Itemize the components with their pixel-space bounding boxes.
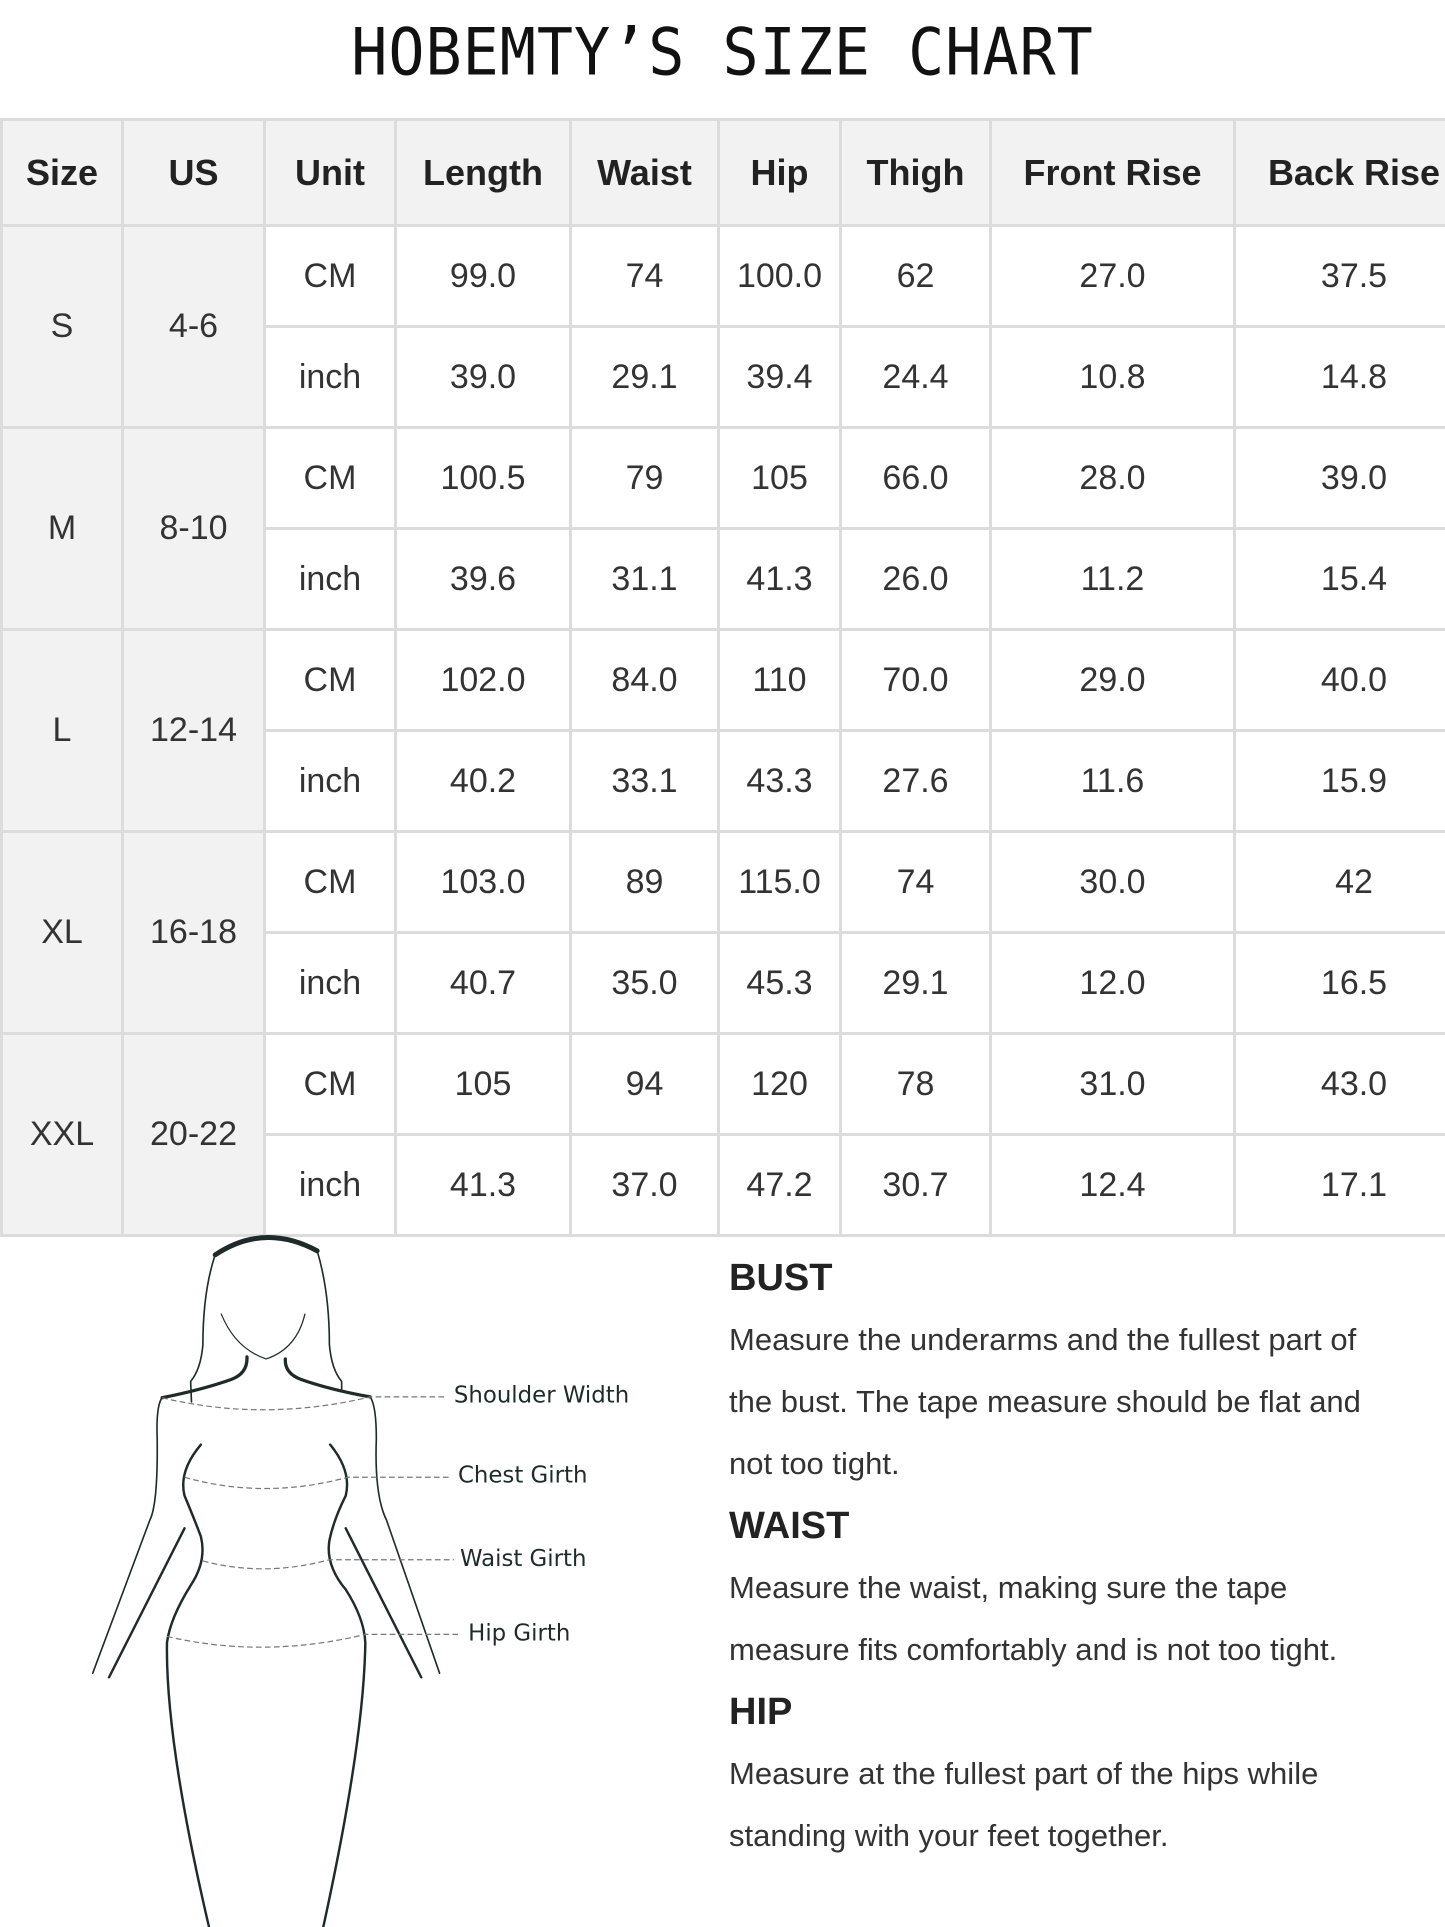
measurement-cell: 37.5 [1236, 227, 1445, 325]
column-header: Length [397, 121, 569, 224]
measurement-cell: 42 [1236, 833, 1445, 931]
measurement-cell: 14.8 [1236, 328, 1445, 426]
us-size-cell: 16-18 [124, 833, 263, 1032]
measurement-cell: 11.2 [992, 530, 1233, 628]
column-header: Unit [266, 121, 394, 224]
measurement-cell: 120 [720, 1035, 839, 1133]
instruction-text: the bust. The tape measure should be flat and [729, 1384, 1361, 1419]
measurement-cell: 37.0 [572, 1136, 717, 1234]
unit-cell: inch [266, 530, 394, 628]
section-heading: BUST [729, 1257, 833, 1299]
label-shoulder-width: Shoulder Width [453, 1382, 630, 1409]
measurement-cell: 27.0 [992, 227, 1233, 325]
measurement-cell: 29.1 [842, 934, 989, 1032]
measurement-cell: 15.9 [1236, 732, 1445, 830]
measurement-cell: 12.0 [992, 934, 1233, 1032]
measurement-cell: 43.0 [1236, 1035, 1445, 1133]
us-size-cell: 4-6 [124, 227, 263, 426]
measurement-cell: 30.0 [992, 833, 1233, 931]
unit-cell: CM [266, 631, 394, 729]
column-header: US [124, 121, 263, 224]
measurement-cell: 39.4 [720, 328, 839, 426]
size-cell: XL [3, 833, 121, 1032]
column-header: Thigh [842, 121, 989, 224]
measurement-cell: 40.7 [397, 934, 569, 1032]
measurement-cell: 39.0 [1236, 429, 1445, 527]
measurement-cell: 29.1 [572, 328, 717, 426]
us-size-cell: 20-22 [124, 1035, 263, 1234]
instruction-text: not too tight. [729, 1446, 900, 1481]
measurement-cell: 11.6 [992, 732, 1233, 830]
unit-cell: inch [266, 328, 394, 426]
measurement-cell: 47.2 [720, 1136, 839, 1234]
column-header: Hip [720, 121, 839, 224]
instruction-text: Measure the underarms and the fullest part of [729, 1322, 1357, 1357]
instruction-text: Measure at the fullest part of the hips while [729, 1756, 1319, 1791]
size-cell: S [3, 227, 121, 426]
measurement-cell: 29.0 [992, 631, 1233, 729]
measurement-cell: 74 [842, 833, 989, 931]
measurement-cell: 24.4 [842, 328, 989, 426]
body-outline-icon [93, 1237, 440, 1927]
unit-cell: CM [266, 1035, 394, 1133]
column-header: Front Rise [992, 121, 1233, 224]
page-title: HOBEMTY’S SIZE CHART [351, 15, 1094, 91]
measurement-cell: 26.0 [842, 530, 989, 628]
instruction-text: standing with your feet together. [729, 1818, 1169, 1853]
measurement-cell: 40.0 [1236, 631, 1445, 729]
measurement-cell: 12.4 [992, 1136, 1233, 1234]
measurement-cell: 78 [842, 1035, 989, 1133]
measurement-cell: 99.0 [397, 227, 569, 325]
column-header: Waist [572, 121, 717, 224]
measurement-cell: 105 [720, 429, 839, 527]
measurement-cell: 16.5 [1236, 934, 1445, 1032]
measurement-cell: 35.0 [572, 934, 717, 1032]
unit-cell: CM [266, 429, 394, 527]
unit-cell: CM [266, 227, 394, 325]
label-chest-girth: Chest Girth [457, 1462, 588, 1489]
size-chart-table [0, 118, 1445, 1237]
unit-cell: CM [266, 833, 394, 931]
measurement-cell: 45.3 [720, 934, 839, 1032]
measurement-cell: 94 [572, 1035, 717, 1133]
measurement-cell: 66.0 [842, 429, 989, 527]
measurement-cell: 62 [842, 227, 989, 325]
measurement-cell: 30.7 [842, 1136, 989, 1234]
instruction-text: measure fits comfortably and is not too tight. [729, 1632, 1338, 1667]
section-heading: WAIST [729, 1505, 850, 1547]
measurement-cell: 33.1 [572, 732, 717, 830]
section-heading: HIP [729, 1691, 793, 1733]
measurement-cell: 70.0 [842, 631, 989, 729]
unit-cell: inch [266, 934, 394, 1032]
measurement-cell: 17.1 [1236, 1136, 1445, 1234]
measurement-cell: 39.6 [397, 530, 569, 628]
measurement-cell: 40.2 [397, 732, 569, 830]
measurement-cell: 10.8 [992, 328, 1233, 426]
measurement-lines [162, 1397, 458, 1647]
measurement-cell: 15.4 [1236, 530, 1445, 628]
measurement-cell: 41.3 [397, 1136, 569, 1234]
us-size-cell: 8-10 [124, 429, 263, 628]
us-size-cell: 12-14 [124, 631, 263, 830]
size-cell: L [3, 631, 121, 830]
measurement-cell: 39.0 [397, 328, 569, 426]
column-header: Back Rise [1236, 121, 1445, 224]
measurement-cell: 102.0 [397, 631, 569, 729]
instruction-text: Measure the waist, making sure the tape [729, 1570, 1288, 1605]
measurement-cell: 74 [572, 227, 717, 325]
measurement-cell: 100.0 [720, 227, 839, 325]
measurement-cell: 31.0 [992, 1035, 1233, 1133]
measurement-cell: 103.0 [397, 833, 569, 931]
measurement-cell: 79 [572, 429, 717, 527]
label-waist-girth: Waist Girth [459, 1545, 587, 1572]
column-header: Size [3, 121, 121, 224]
measurement-cell: 28.0 [992, 429, 1233, 527]
measurement-cell: 43.3 [720, 732, 839, 830]
size-cell: M [3, 429, 121, 628]
measurement-instructions [729, 1247, 1445, 1867]
measurement-cell: 115.0 [720, 833, 839, 931]
unit-cell: inch [266, 1136, 394, 1234]
body-measurement-figure [60, 1210, 700, 1927]
measurement-cell: 27.6 [842, 732, 989, 830]
measurement-cell: 100.5 [397, 429, 569, 527]
measurement-cell: 110 [720, 631, 839, 729]
label-hip-girth: Hip Girth [468, 1620, 571, 1647]
measurement-cell: 89 [572, 833, 717, 931]
measurement-cell: 31.1 [572, 530, 717, 628]
measurement-cell: 105 [397, 1035, 569, 1133]
unit-cell: inch [266, 732, 394, 830]
measurement-cell: 41.3 [720, 530, 839, 628]
size-cell: XXL [3, 1035, 121, 1234]
measurement-cell: 84.0 [572, 631, 717, 729]
